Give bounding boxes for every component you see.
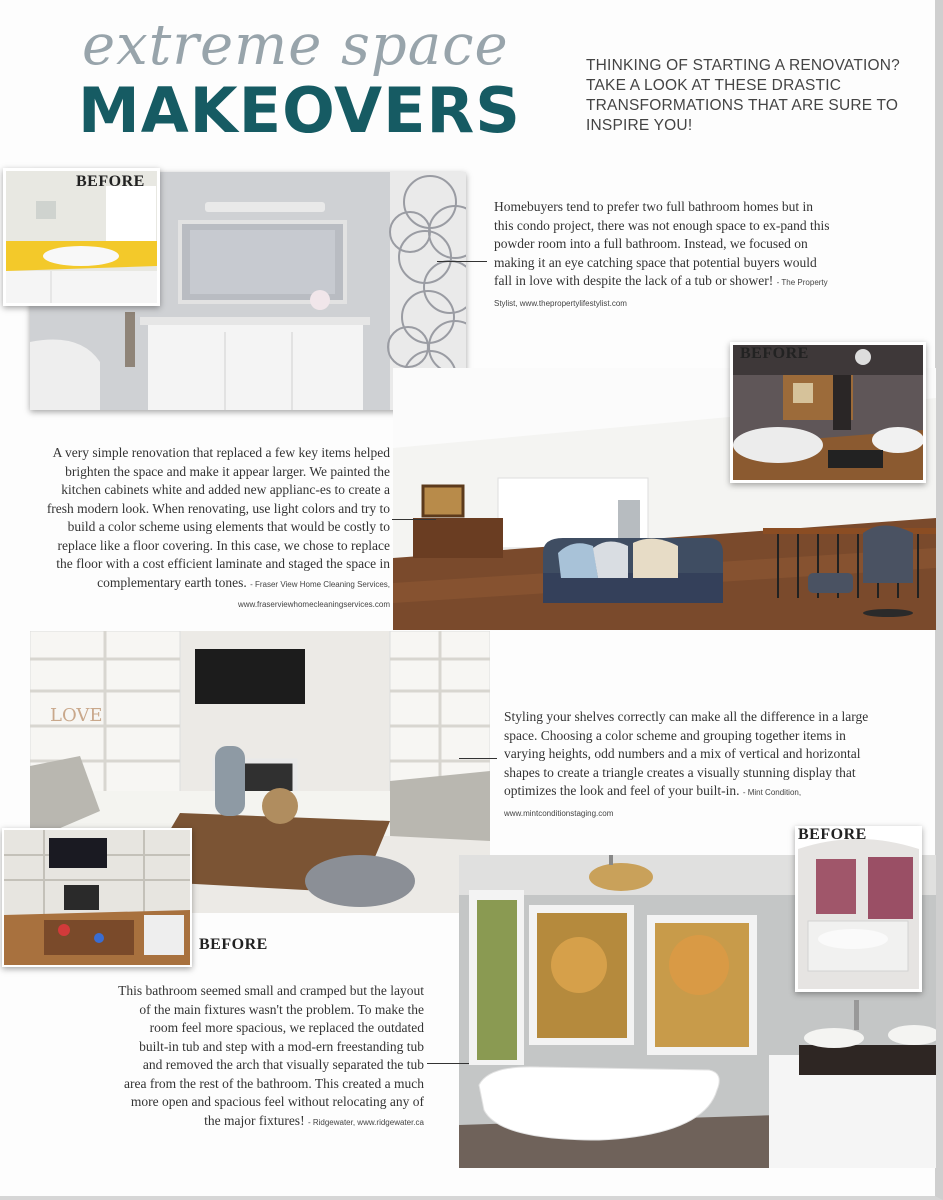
intro-text: THINKING OF STARTING A RENOVATION? TAKE A LOOK AT THESE DRASTIC TRANSFORMATIONS THAT ARE SURE TO INSPIRE YOU! (586, 57, 900, 134)
living-room-before-illustration (733, 345, 923, 480)
page-title: MAKEOVERS (78, 74, 521, 147)
powder-room-leader-line (437, 261, 487, 262)
living-room-before-photo (730, 342, 926, 483)
love-sign-art: LOVE (50, 705, 103, 726)
title-script: extreme space (82, 13, 509, 78)
kitchen-leader-line (392, 519, 436, 520)
shelves-leader-line (459, 758, 497, 759)
bathroom-leader-line (427, 1063, 469, 1064)
bathroom-before-photo (795, 826, 922, 992)
bathroom-before-illustration (798, 829, 919, 989)
built-in-shelves-before-illustration (4, 830, 190, 965)
living-room-before-label: BEFORE (740, 345, 809, 362)
powder-room-before-label: BEFORE (76, 173, 145, 190)
bathroom-text: This bathroom seemed small and cramped but the layout of the main fixtures wasn't the problem. To make the room feel more spacious, we replaced the outdated built-in tub and step with a mod-ern freestanding tub and removed the arch that visually separated the tub area from the rest of the bathroom. This created a much more open and spacious feel without relocating any of the major fixtures! - Ridgewater, www.ridgewater.ca (118, 983, 424, 1128)
kitchen-text: A very simple renovation that replaced a few key items helped brighten the space and make it appear larger. We painted the kitchen cabinets white and added new applianc-es to create a fresh modern look. When renovating, use light colors and try to build a color scheme using elements that would be costly to replace like a floor covering. In this case, we chose to replace the floor with a cost efficient laminate and staged the space in complementary earth tones. - Fraser View Home Cleaning Services, www.fraserviewhomecleaningservices.com (46, 445, 390, 609)
bathroom-before-label: BEFORE (798, 826, 867, 843)
built-in-shelves-before-label: BEFORE (199, 936, 268, 953)
shelves-text: Styling your shelves correctly can make all the difference in a large space. Choosing a color scheme and grouping together items in varying heights, odd numbers and a mix of vertical and horizontal shapes to create a triangle creates a visually stunning display that optimizes the look and feel of your built-in. - Mint Condition, www.mintconditionstaging.com (504, 709, 869, 818)
powder-room-text: Homebuyers tend to prefer two full bathroom homes but in this condo project, there was not enough space to ex-pand this powder room into a full bathroom. Instead, we focused on making it an eye catching space that potential buyers would fall in love with despite the lack of a tub or shower! - The Property Stylist, www.thepropertylifestylist.com (494, 199, 830, 308)
built-in-shelves-before-photo (2, 828, 192, 967)
